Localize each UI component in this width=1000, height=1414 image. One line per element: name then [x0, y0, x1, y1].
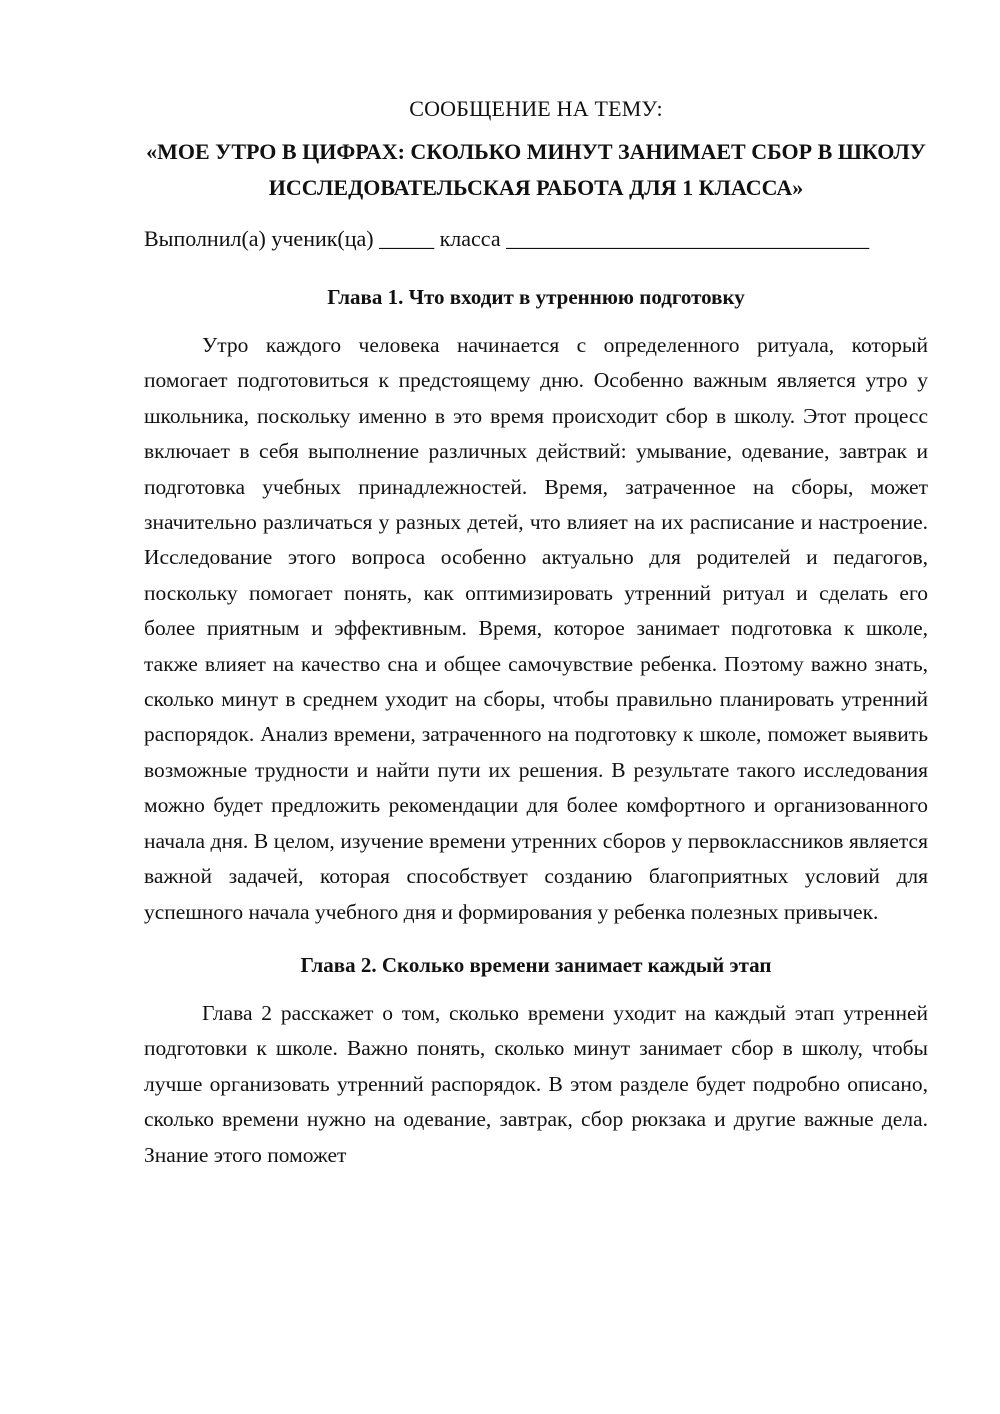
chapter-1-paragraph: Утро каждого человека начинается с определенного ритуала, который помогает подготовиться к предстоящему дню. Особенно важным является утро у школьника, поскольку именно в это время происходит сбор в школу. Этот процесс включает в себя выполнение различных действий: умывание, одевание, завтрак и подготовка учебных принадлежностей. Время, затраченное на сборы, может значительно различаться у разных детей, что влияет на их расписание и настроение. Исследование этого вопроса особенно актуально для родителей и педагогов, поскольку помогает понять, как оптимизировать утренний ритуал и сделать его более приятным и эффективным. Время, которое занимает подготовка к школе, также влияет на качество сна и общее самочувствие ребенка. Поэтому важно знать, сколько минут в среднем уходит на сборы, чтобы правильно планировать утренний распорядок. Анализ времени, затраченного на подготовку к школе, поможет выявить возможные трудности и найти пути их решения. В результате такого исследования можно будет предложить рекомендации для более комфортного и организованного начала дня. В целом, изучение времени утренних сборов у первоклассников является важной задачей, которая способствует созданию благоприятных условий для успешного начала учебного дня и формирования у ребенка полезных привычек. [144, 333, 928, 924]
chapter-1 [144, 280, 928, 930]
chapter-2-paragraph: Глава 2 расскажет о том, сколько времени уходит на каждый этап утренней подготовки к школе. Важно понять, сколько минут занимает сбор в школу, чтобы лучше организовать утренний распорядок. В этом разделе будет подробно описано, сколько времени нужно на одевание, завтрак, сбор рюкзака и другие важные дела. Знание этого поможет [144, 1000, 928, 1167]
document-type-line: СООБЩЕНИЕ НА ТЕМУ: [409, 96, 663, 121]
chapter-2-heading: Глава 2. Сколько времени занимает каждый этап [300, 952, 772, 977]
author-line: Выполнил(а) ученик(ца) _____ класса _________________________________ [144, 226, 870, 251]
chapter-1-heading: Глава 1. Что входит в утреннюю подготовку [327, 285, 745, 309]
chapter-2 [144, 948, 928, 1173]
document-title: «МОЕ УТРО В ЦИФРАХ: СКОЛЬКО МИНУТ ЗАНИМАЕТ СБОР В ШКОЛУ ИССЛЕДОВАТЕЛЬСКАЯ РАБОТА ДЛЯ 1 КЛАССА» [146, 139, 926, 200]
